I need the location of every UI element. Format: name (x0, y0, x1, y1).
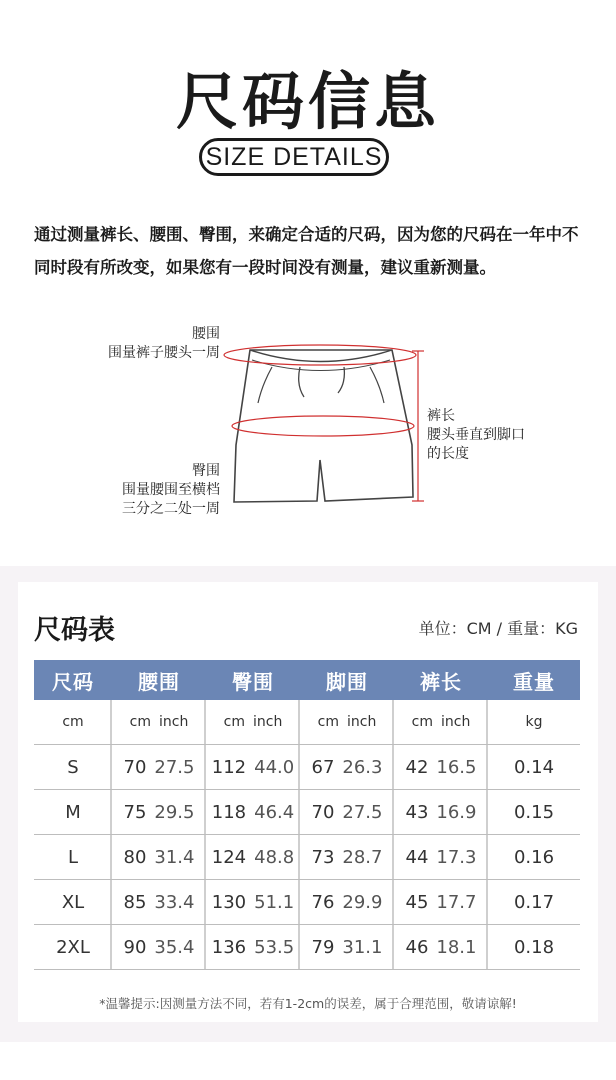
table-cell-weight: 0.14 (488, 745, 580, 790)
table-row-size: 2XL (34, 925, 112, 970)
table-cell-hip: 118 46.4 (206, 790, 300, 835)
hip-description-2: 三分之二处一周 (122, 501, 220, 517)
table-cell-length: 46 18.1 (394, 925, 488, 970)
table-cell-waist: 90 35.4 (112, 925, 206, 970)
units-label: 单位：CM / 重量：KG (418, 619, 578, 638)
header-weight: 重量 (488, 660, 580, 700)
table-cell-length: 44 17.3 (394, 835, 488, 880)
length-description-1: 腰头垂直到脚口 (427, 427, 525, 443)
subheader-length-units: cm inch (394, 700, 488, 745)
header-waist: 腰围 (112, 660, 206, 700)
waist-description: 围量裤子腰头一周 (108, 345, 220, 361)
table-cell-weight: 0.18 (488, 925, 580, 970)
table-cell-waist: 75 29.5 (112, 790, 206, 835)
table-cell-hip: 130 51.1 (206, 880, 300, 925)
table-cell-length: 43 16.9 (394, 790, 488, 835)
header-hip: 臀围 (206, 660, 300, 700)
header-size: 尺码 (34, 660, 112, 700)
measurement-note: *温馨提示:因测量方法不同，若有1-2cm的误差，属于合理范围，敬请谅解! (99, 996, 517, 1011)
subheader-waist-units: cm inch (112, 700, 206, 745)
hip-label-group (60, 462, 220, 519)
table-row-size: L (34, 835, 112, 880)
table-cell-weight: 0.15 (488, 790, 580, 835)
size-table (34, 660, 580, 970)
table-cell-length: 45 17.7 (394, 880, 488, 925)
intro-text: 通过测量裤长、腰围、臀围，来确定合适的尺码，因为您的尺码在一年中不同时段有所改变，如果您有一段时间没有测量，建议重新测量。 (34, 225, 579, 277)
table-row-size: S (34, 745, 112, 790)
table-cell-waist: 85 33.4 (112, 880, 206, 925)
waist-label-group (60, 325, 220, 363)
hip-description-1: 围量腰围至横档 (122, 482, 220, 498)
table-row-size: M (34, 790, 112, 835)
table-cell-waist: 70 27.5 (112, 745, 206, 790)
size-chart-panel (0, 566, 616, 1042)
page-title: 尺码信息 (175, 65, 440, 138)
subtitle-text: SIZE DETAILS (205, 142, 383, 171)
header-hem: 脚围 (300, 660, 394, 700)
table-cell-hem: 76 29.9 (300, 880, 394, 925)
subheader-size-unit: cm (34, 700, 112, 745)
table-cell-waist: 80 31.4 (112, 835, 206, 880)
table-cell-hem: 73 28.7 (300, 835, 394, 880)
table-cell-weight: 0.17 (488, 880, 580, 925)
size-chart-card (18, 582, 598, 1022)
table-cell-hip: 112 44.0 (206, 745, 300, 790)
subtitle-badge (199, 138, 389, 176)
subheader-hip-units: cm inch (206, 700, 300, 745)
shorts-outline (234, 350, 413, 502)
subheader-weight-unit: kg (488, 700, 580, 745)
table-cell-hem: 70 27.5 (300, 790, 394, 835)
length-description-2: 的长度 (427, 446, 469, 462)
table-cell-hip: 136 53.5 (206, 925, 300, 970)
table-row-size: XL (34, 880, 112, 925)
length-label-group (427, 407, 587, 464)
table-cell-hem: 67 26.3 (300, 745, 394, 790)
length-label: 裤长 (427, 408, 455, 424)
table-cell-weight: 0.16 (488, 835, 580, 880)
header-length: 裤长 (394, 660, 488, 700)
waist-label: 腰围 (192, 326, 220, 342)
table-cell-hip: 124 48.8 (206, 835, 300, 880)
hip-label: 臀围 (192, 463, 220, 479)
table-cell-hem: 79 31.1 (300, 925, 394, 970)
measurement-diagram (0, 315, 616, 540)
table-cell-length: 42 16.5 (394, 745, 488, 790)
subheader-hem-units: cm inch (300, 700, 394, 745)
size-chart-title: 尺码表 (34, 615, 115, 646)
